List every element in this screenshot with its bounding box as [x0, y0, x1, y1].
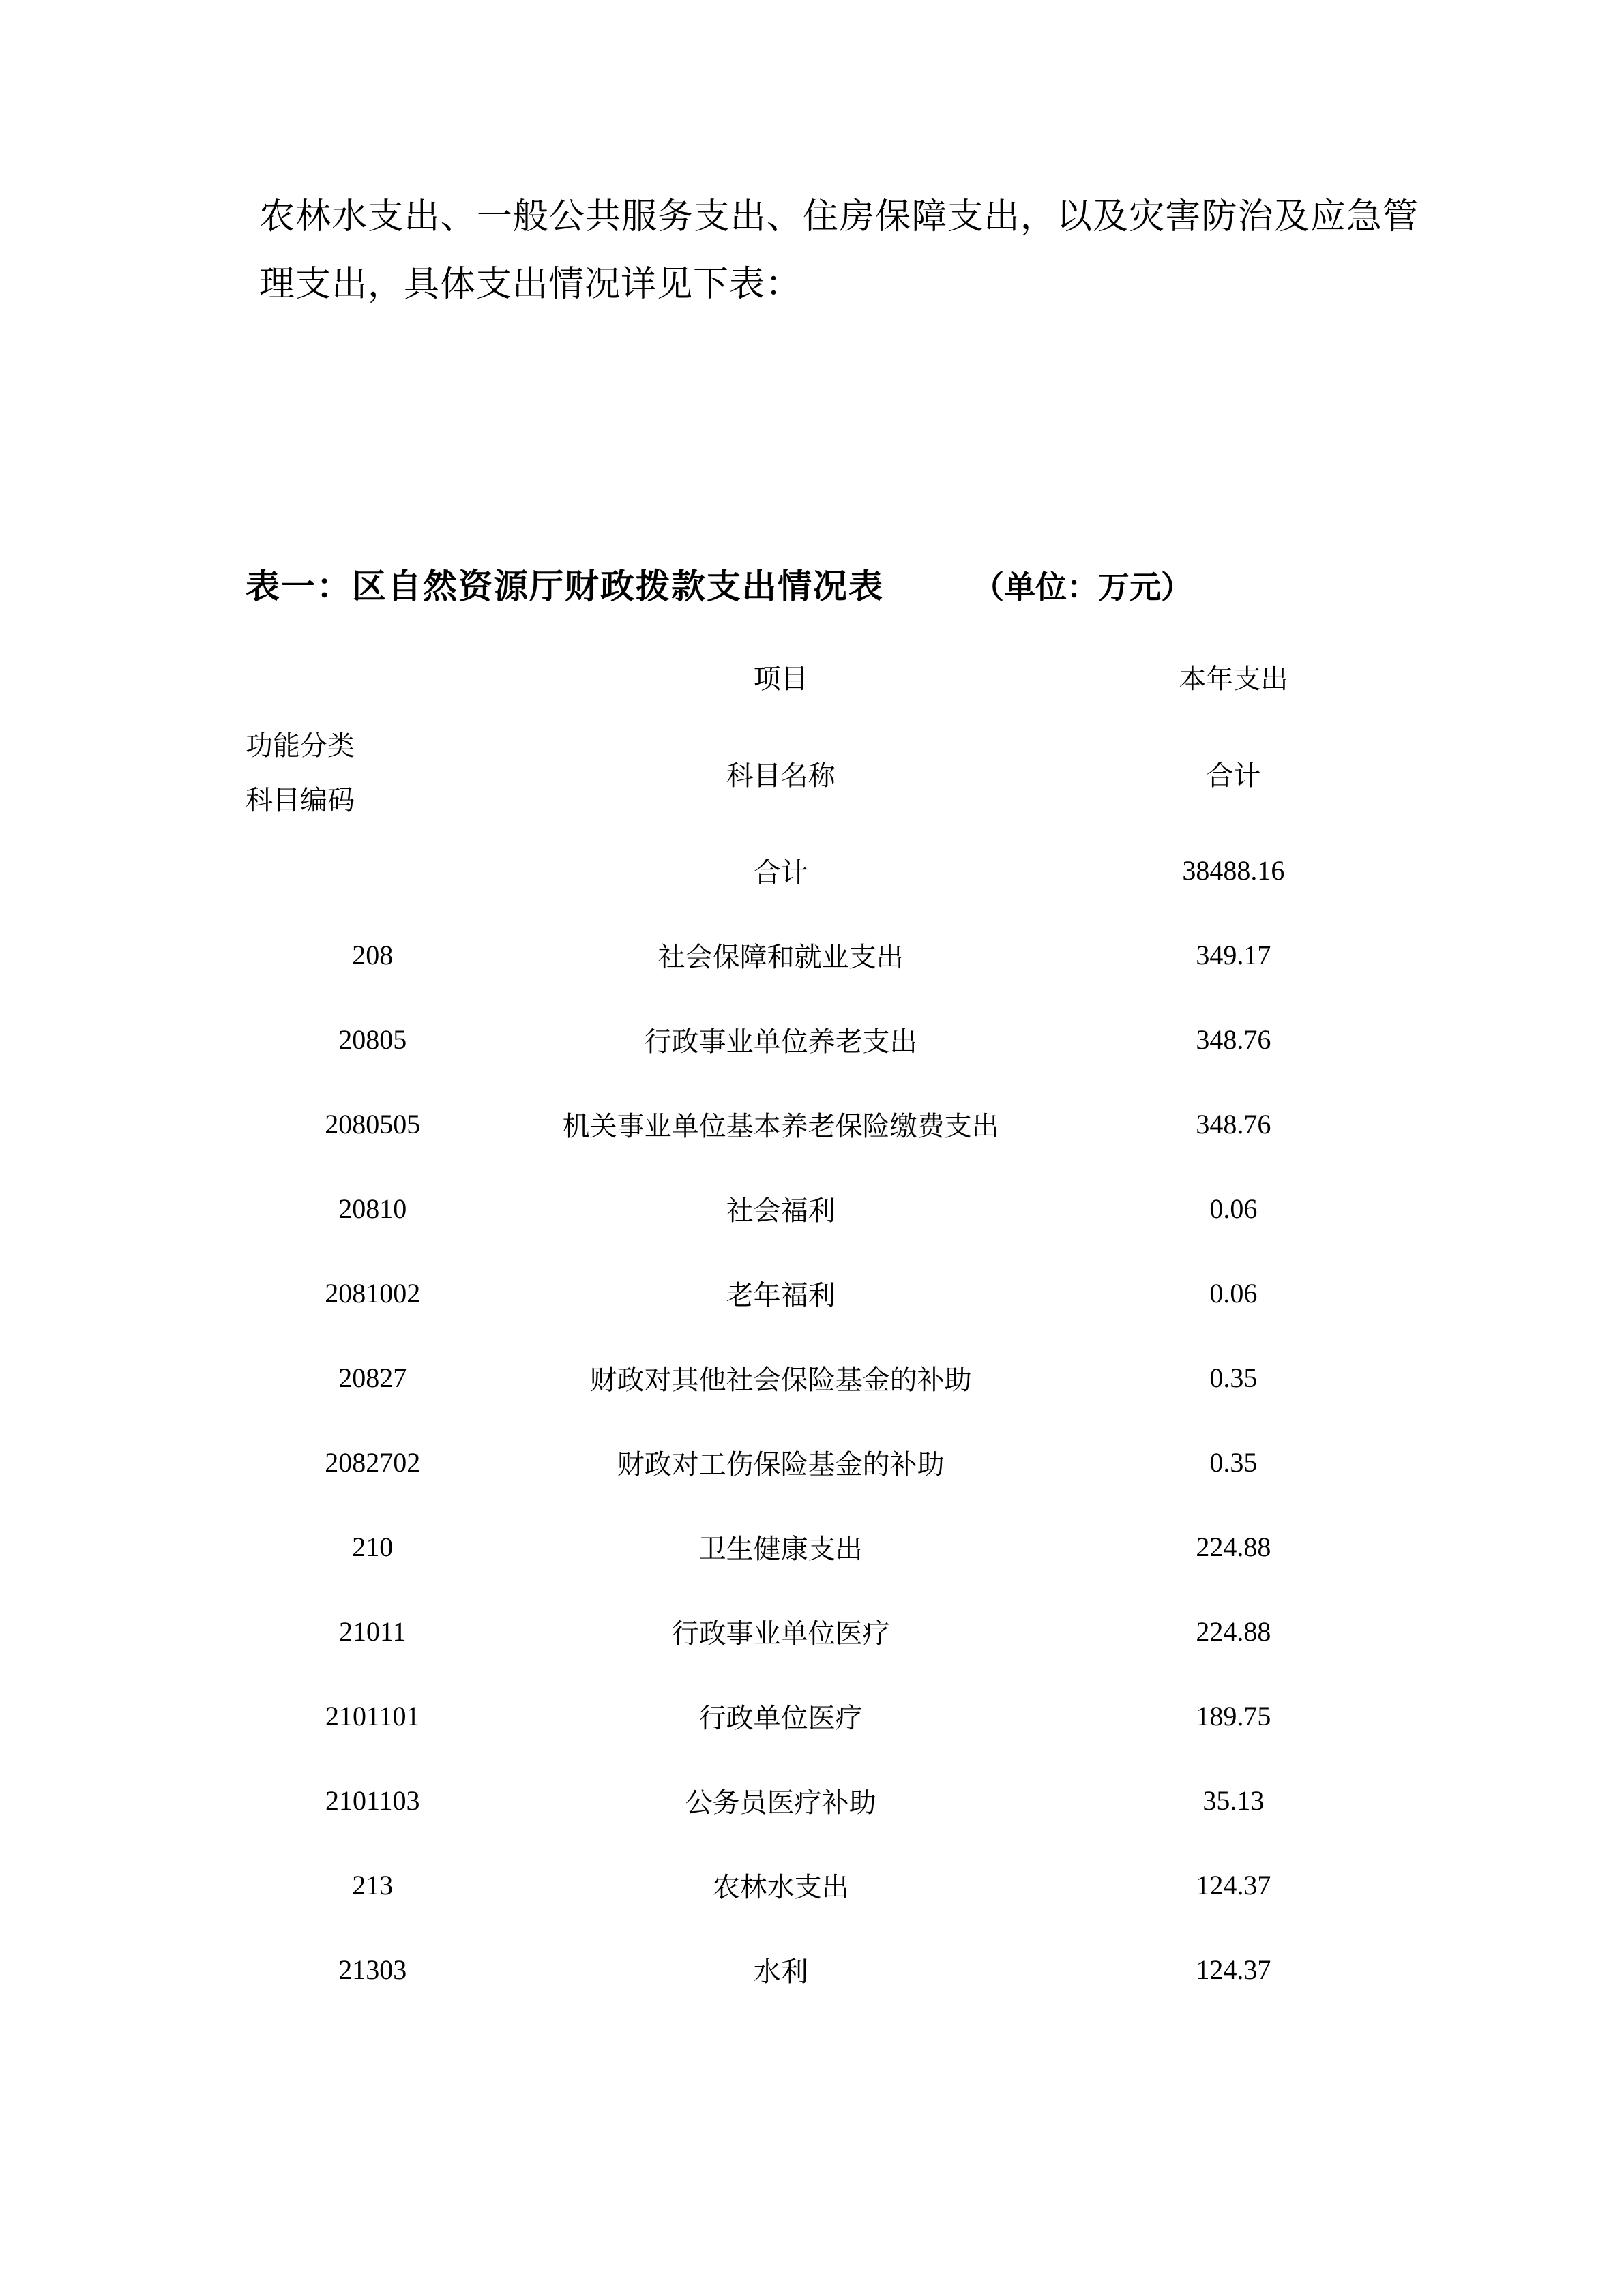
row-code: 20810 — [338, 1193, 407, 1224]
table-header-row — [225, 719, 1426, 828]
header-code-line2: 科目编码 — [246, 785, 355, 816]
row-name: 行政事业单位养老支出 — [644, 1026, 917, 1057]
header-group-project: 项目 — [753, 663, 808, 694]
table-row — [225, 1504, 1426, 1589]
row-amount: 0.35 — [1209, 1446, 1258, 1478]
row-code: 20805 — [338, 1024, 407, 1055]
financial-expenditure-table — [225, 634, 1426, 2012]
row-amount: 224.88 — [1196, 1615, 1271, 1647]
table-row — [225, 1673, 1426, 1758]
table-row — [225, 1758, 1426, 1843]
row-code — [225, 828, 520, 912]
row-code: 2101103 — [325, 1785, 420, 1816]
table-row — [225, 1082, 1426, 1166]
table-title-row — [246, 559, 1419, 608]
row-name: 农林水支出 — [712, 1871, 849, 1903]
table-row — [225, 1420, 1426, 1504]
header-group-year: 本年支出 — [1179, 663, 1288, 694]
row-amount: 189.75 — [1196, 1700, 1271, 1731]
row-name: 财政对其他社会保险基金的补助 — [589, 1364, 972, 1395]
table-row — [225, 1335, 1426, 1420]
row-code: 210 — [352, 1531, 394, 1562]
row-name: 行政事业单位医疗 — [671, 1617, 890, 1649]
row-code: 2080505 — [325, 1108, 421, 1139]
row-name: 财政对工伤保险基金的补助 — [617, 1448, 945, 1480]
table-title: 表一：区自然资源厅财政拨款支出情况表 — [246, 567, 884, 606]
row-code: 2101101 — [325, 1700, 420, 1731]
table-row — [225, 1843, 1426, 1927]
header-amount-total: 合计 — [1206, 760, 1261, 791]
row-amount: 0.06 — [1209, 1193, 1258, 1224]
row-amount: 0.06 — [1209, 1277, 1258, 1309]
table-row — [225, 828, 1426, 912]
intro-paragraph-text: 农林水支出、一般公共服务支出、住房保障支出，以及灾害防治及应急管理支出，具体支出情况详见下表： — [259, 198, 1419, 304]
table-row — [225, 912, 1426, 997]
row-code: 21303 — [338, 1954, 407, 1985]
row-name: 行政单位医疗 — [698, 1702, 863, 1733]
header-code-cell — [225, 719, 520, 828]
row-amount: 348.76 — [1196, 1024, 1271, 1055]
row-code: 2082702 — [325, 1446, 421, 1478]
row-code: 208 — [352, 939, 394, 970]
table-header-group-row — [225, 634, 1426, 719]
table-unit-label: （单位：万元） — [973, 570, 1192, 605]
row-amount: 348.76 — [1196, 1108, 1271, 1139]
row-code: 213 — [352, 1869, 394, 1900]
row-code: 20827 — [338, 1362, 407, 1393]
row-name: 机关事业单位基本养老保险缴费支出 — [562, 1110, 999, 1142]
row-amount: 38488.16 — [1182, 854, 1285, 886]
header-empty-cell — [225, 634, 520, 719]
row-code: 21011 — [338, 1615, 407, 1647]
table-row — [225, 1589, 1426, 1673]
row-code: 2081002 — [325, 1277, 421, 1309]
table-row — [225, 1251, 1426, 1335]
row-name: 老年福利 — [726, 1279, 836, 1311]
row-name: 水利 — [753, 1956, 808, 1987]
header-subject-name: 科目名称 — [726, 760, 836, 791]
row-name: 公务员医疗补助 — [685, 1787, 876, 1818]
row-name: 合计 — [753, 856, 808, 888]
row-amount: 349.17 — [1196, 939, 1271, 970]
row-name: 卫生健康支出 — [698, 1533, 863, 1564]
row-name: 社会保障和就业支出 — [658, 941, 904, 972]
table-row — [225, 1166, 1426, 1251]
intro-paragraph — [259, 184, 1419, 319]
table-row — [225, 1927, 1426, 2012]
row-name: 社会福利 — [726, 1195, 836, 1226]
row-amount: 35.13 — [1202, 1785, 1265, 1816]
row-amount: 124.37 — [1196, 1954, 1271, 1985]
table-row — [225, 997, 1426, 1082]
row-amount: 124.37 — [1196, 1869, 1271, 1900]
header-code-line1: 功能分类 — [246, 730, 355, 761]
row-amount: 224.88 — [1196, 1531, 1271, 1562]
row-amount: 0.35 — [1209, 1362, 1258, 1393]
